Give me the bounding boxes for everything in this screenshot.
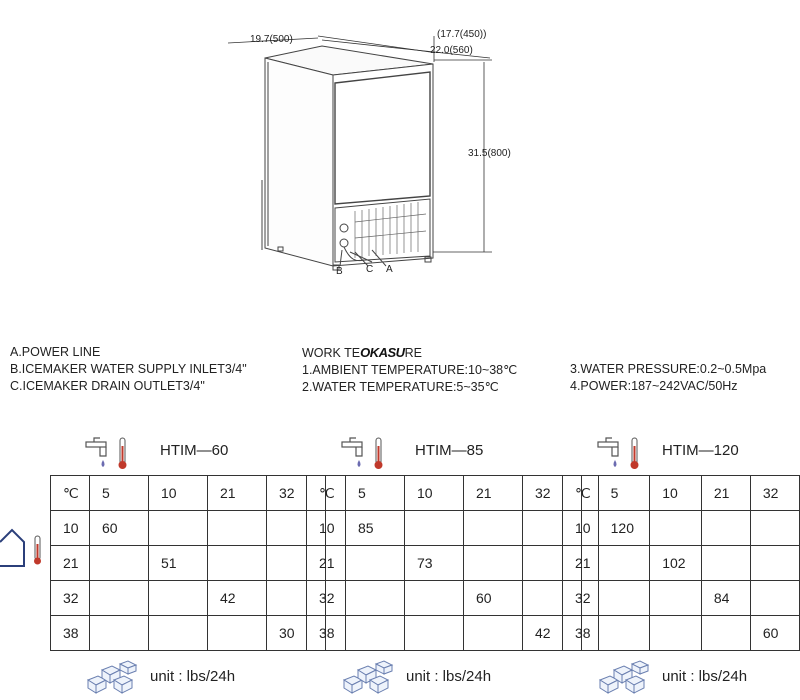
table-cell: 38 (563, 616, 599, 651)
table-cell: 73 (405, 546, 464, 581)
table-row (51, 581, 326, 616)
table-cell: 5 (346, 476, 405, 511)
table-cell: 42 (208, 581, 267, 616)
specs-block (570, 361, 766, 395)
table-cell (750, 546, 799, 581)
marker-a: A (386, 264, 393, 275)
table-cell: 32 (563, 581, 599, 616)
table-cell: 10 (149, 476, 208, 511)
ice-cubes-icon (596, 658, 652, 696)
table-cell (405, 616, 464, 651)
table-row (563, 581, 800, 616)
table-cell: 21 (208, 476, 267, 511)
table-cell (464, 546, 523, 581)
okasu-logo: OKASU (360, 345, 405, 360)
model-htim120-label: HTIM—120 (662, 442, 739, 459)
house-thermometer-icon (0, 524, 46, 570)
water-temperature: 2.WATER TEMPERATURE:5~35℃ (302, 380, 499, 394)
table-cell: 10 (563, 511, 599, 546)
table-cell (598, 616, 650, 651)
table-cell (598, 581, 650, 616)
table-cell: 38 (51, 616, 90, 651)
part-b: B.ICEMAKER WATER SUPPLY INLET3/4" (10, 362, 247, 376)
table-cell: 60 (750, 616, 799, 651)
table-cell: 32 (307, 581, 346, 616)
table-cell: 42 (523, 616, 582, 651)
table-cell (208, 511, 267, 546)
table-cell: 10 (650, 476, 702, 511)
table-cell (346, 546, 405, 581)
dimension-depth-inner: (17.7(450)) (437, 29, 487, 40)
table-cell: 32 (523, 476, 582, 511)
ice-cubes-icon (84, 658, 140, 696)
table-cell (650, 616, 702, 651)
power-spec: 4.POWER:187~242VAC/50Hz (570, 379, 738, 393)
icemaker-drawing (0, 0, 800, 290)
table-cell (405, 581, 464, 616)
table-cell: ℃ (307, 476, 346, 511)
table-cell (90, 581, 149, 616)
ice-cubes-icon (340, 658, 396, 696)
table-cell: 21 (307, 546, 346, 581)
table-cell (405, 511, 464, 546)
work-temperature-heading: WORK TEOKASURE (302, 345, 422, 360)
table-cell (149, 616, 208, 651)
table-cell (598, 546, 650, 581)
table-cell: ℃ (563, 476, 599, 511)
table-cell (750, 511, 799, 546)
table-cell (208, 616, 267, 651)
table-cell (90, 616, 149, 651)
table-cell: 5 (90, 476, 149, 511)
part-c: C.ICEMAKER DRAIN OUTLET3/4" (10, 379, 205, 393)
table-cell: 30 (267, 616, 326, 651)
table-cell: 85 (346, 511, 405, 546)
table-row (307, 616, 582, 651)
table-header-row (307, 476, 582, 511)
table-row (307, 581, 582, 616)
table-cell (750, 581, 799, 616)
table-cell (464, 616, 523, 651)
table-cell: 60 (464, 581, 523, 616)
table-cell (464, 511, 523, 546)
marker-c: C (366, 264, 374, 275)
table-cell: 10 (307, 511, 346, 546)
table-cell: 32 (750, 476, 799, 511)
dimension-height: 31.5(800) (468, 148, 511, 159)
table-header-row (563, 476, 800, 511)
work-temperature-block (302, 344, 517, 396)
faucet-thermometer-icon (596, 436, 646, 472)
table-cell: 21 (51, 546, 90, 581)
production-table-htim60 (50, 475, 326, 651)
table-cell (701, 511, 750, 546)
table-cell (346, 581, 405, 616)
table-cell: 21 (464, 476, 523, 511)
table-row (563, 546, 800, 581)
table-row (563, 511, 800, 546)
table-row (51, 616, 326, 651)
table-cell: 120 (598, 511, 650, 546)
model-htim85-label: HTIM—85 (415, 442, 484, 459)
table-cell: 21 (563, 546, 599, 581)
model-htim60-label: HTIM—60 (160, 442, 229, 459)
table-header-row (51, 476, 326, 511)
table-row (307, 511, 582, 546)
faucet-thermometer-icon (84, 436, 134, 472)
table-cell (650, 581, 702, 616)
table-cell: 51 (149, 546, 208, 581)
production-table-htim120 (562, 475, 800, 651)
water-pressure: 3.WATER PRESSURE:0.2~0.5Mpa (570, 362, 767, 376)
production-table-htim85 (306, 475, 582, 651)
table-cell: ℃ (51, 476, 90, 511)
table-cell: 21 (701, 476, 750, 511)
table-cell: 10 (405, 476, 464, 511)
table-cell: 60 (90, 511, 149, 546)
table-cell (701, 546, 750, 581)
table-cell (650, 511, 702, 546)
table-row (51, 511, 326, 546)
table-cell (149, 581, 208, 616)
unit-label-htim60: unit : lbs/24h (150, 668, 236, 685)
table-cell: 32 (267, 476, 326, 511)
table-row (563, 616, 800, 651)
part-a: A.POWER LINE (10, 345, 101, 359)
unit-label-htim85: unit : lbs/24h (406, 668, 492, 685)
table-cell: 38 (307, 616, 346, 651)
dimension-width: 19.7(500) (250, 34, 293, 45)
table-cell: 5 (598, 476, 650, 511)
table-cell: 10 (51, 511, 90, 546)
table-row (51, 546, 326, 581)
table-cell (346, 616, 405, 651)
cabinet-side (265, 58, 333, 266)
table-cell: 102 (650, 546, 702, 581)
table-cell (701, 616, 750, 651)
faucet-thermometer-icon (340, 436, 390, 472)
table-row (307, 546, 582, 581)
ambient-temperature: 1.AMBIENT TEMPERATURE:10~38℃ (302, 363, 518, 377)
table-cell (208, 546, 267, 581)
table-cell (90, 546, 149, 581)
table-cell: 84 (701, 581, 750, 616)
unit-label-htim120: unit : lbs/24h (662, 668, 748, 685)
marker-b: B (336, 266, 343, 277)
dimension-depth-outer: 22.0(560) (430, 45, 473, 56)
table-cell: 32 (51, 581, 90, 616)
parts-list (10, 344, 247, 395)
table-cell (149, 511, 208, 546)
